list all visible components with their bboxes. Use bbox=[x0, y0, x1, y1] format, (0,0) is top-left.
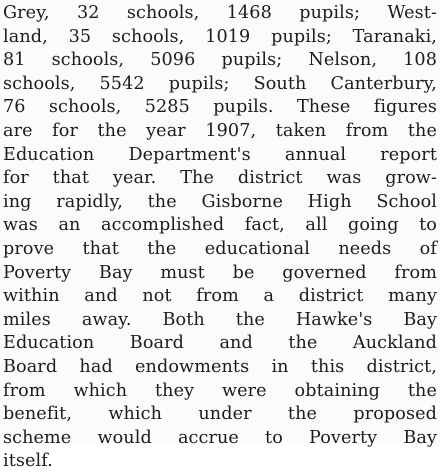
text-line: 76 schools, 5285 pupils. These figures bbox=[3, 97, 437, 118]
text-line: 81 schools, 5096 pupils; Nelson, 108 bbox=[3, 50, 437, 71]
text-line: are for the year 1907, taken from the bbox=[3, 120, 437, 141]
text-line: ing rapidly, the Gisborne High School bbox=[3, 191, 437, 212]
text-line: benefit, which under the proposed bbox=[3, 404, 437, 425]
text-line: prove that the educational needs of bbox=[3, 238, 437, 259]
text-line: Poverty Bay must be governed from bbox=[3, 262, 437, 283]
text-line: scheme would accrue to Poverty Bay bbox=[3, 427, 437, 448]
text-line: schools, 5542 pupils; South Canterbury, bbox=[3, 73, 437, 94]
text-line: Grey, 32 schools, 1468 pupils; West- bbox=[3, 3, 437, 23]
text-line: Education Department's annual report bbox=[3, 144, 437, 165]
text-line-final: itself. bbox=[3, 451, 53, 472]
text-line: land, 35 schools, 1019 pupils; Taranaki, bbox=[3, 26, 437, 47]
text-line: was an accomplished fact, all going to bbox=[3, 215, 437, 236]
text-line: miles away. Both the Hawke's Bay bbox=[3, 309, 437, 330]
text-line: Education Board and the Auckland bbox=[3, 333, 437, 354]
text-line: Board had endowments in this district, bbox=[3, 356, 437, 377]
text-line: from which they were obtaining the bbox=[3, 380, 437, 401]
text-line: for that year. The district was grow- bbox=[3, 168, 437, 189]
article-column bbox=[3, 2, 437, 474]
text-line: within and not from a district many bbox=[3, 286, 437, 307]
